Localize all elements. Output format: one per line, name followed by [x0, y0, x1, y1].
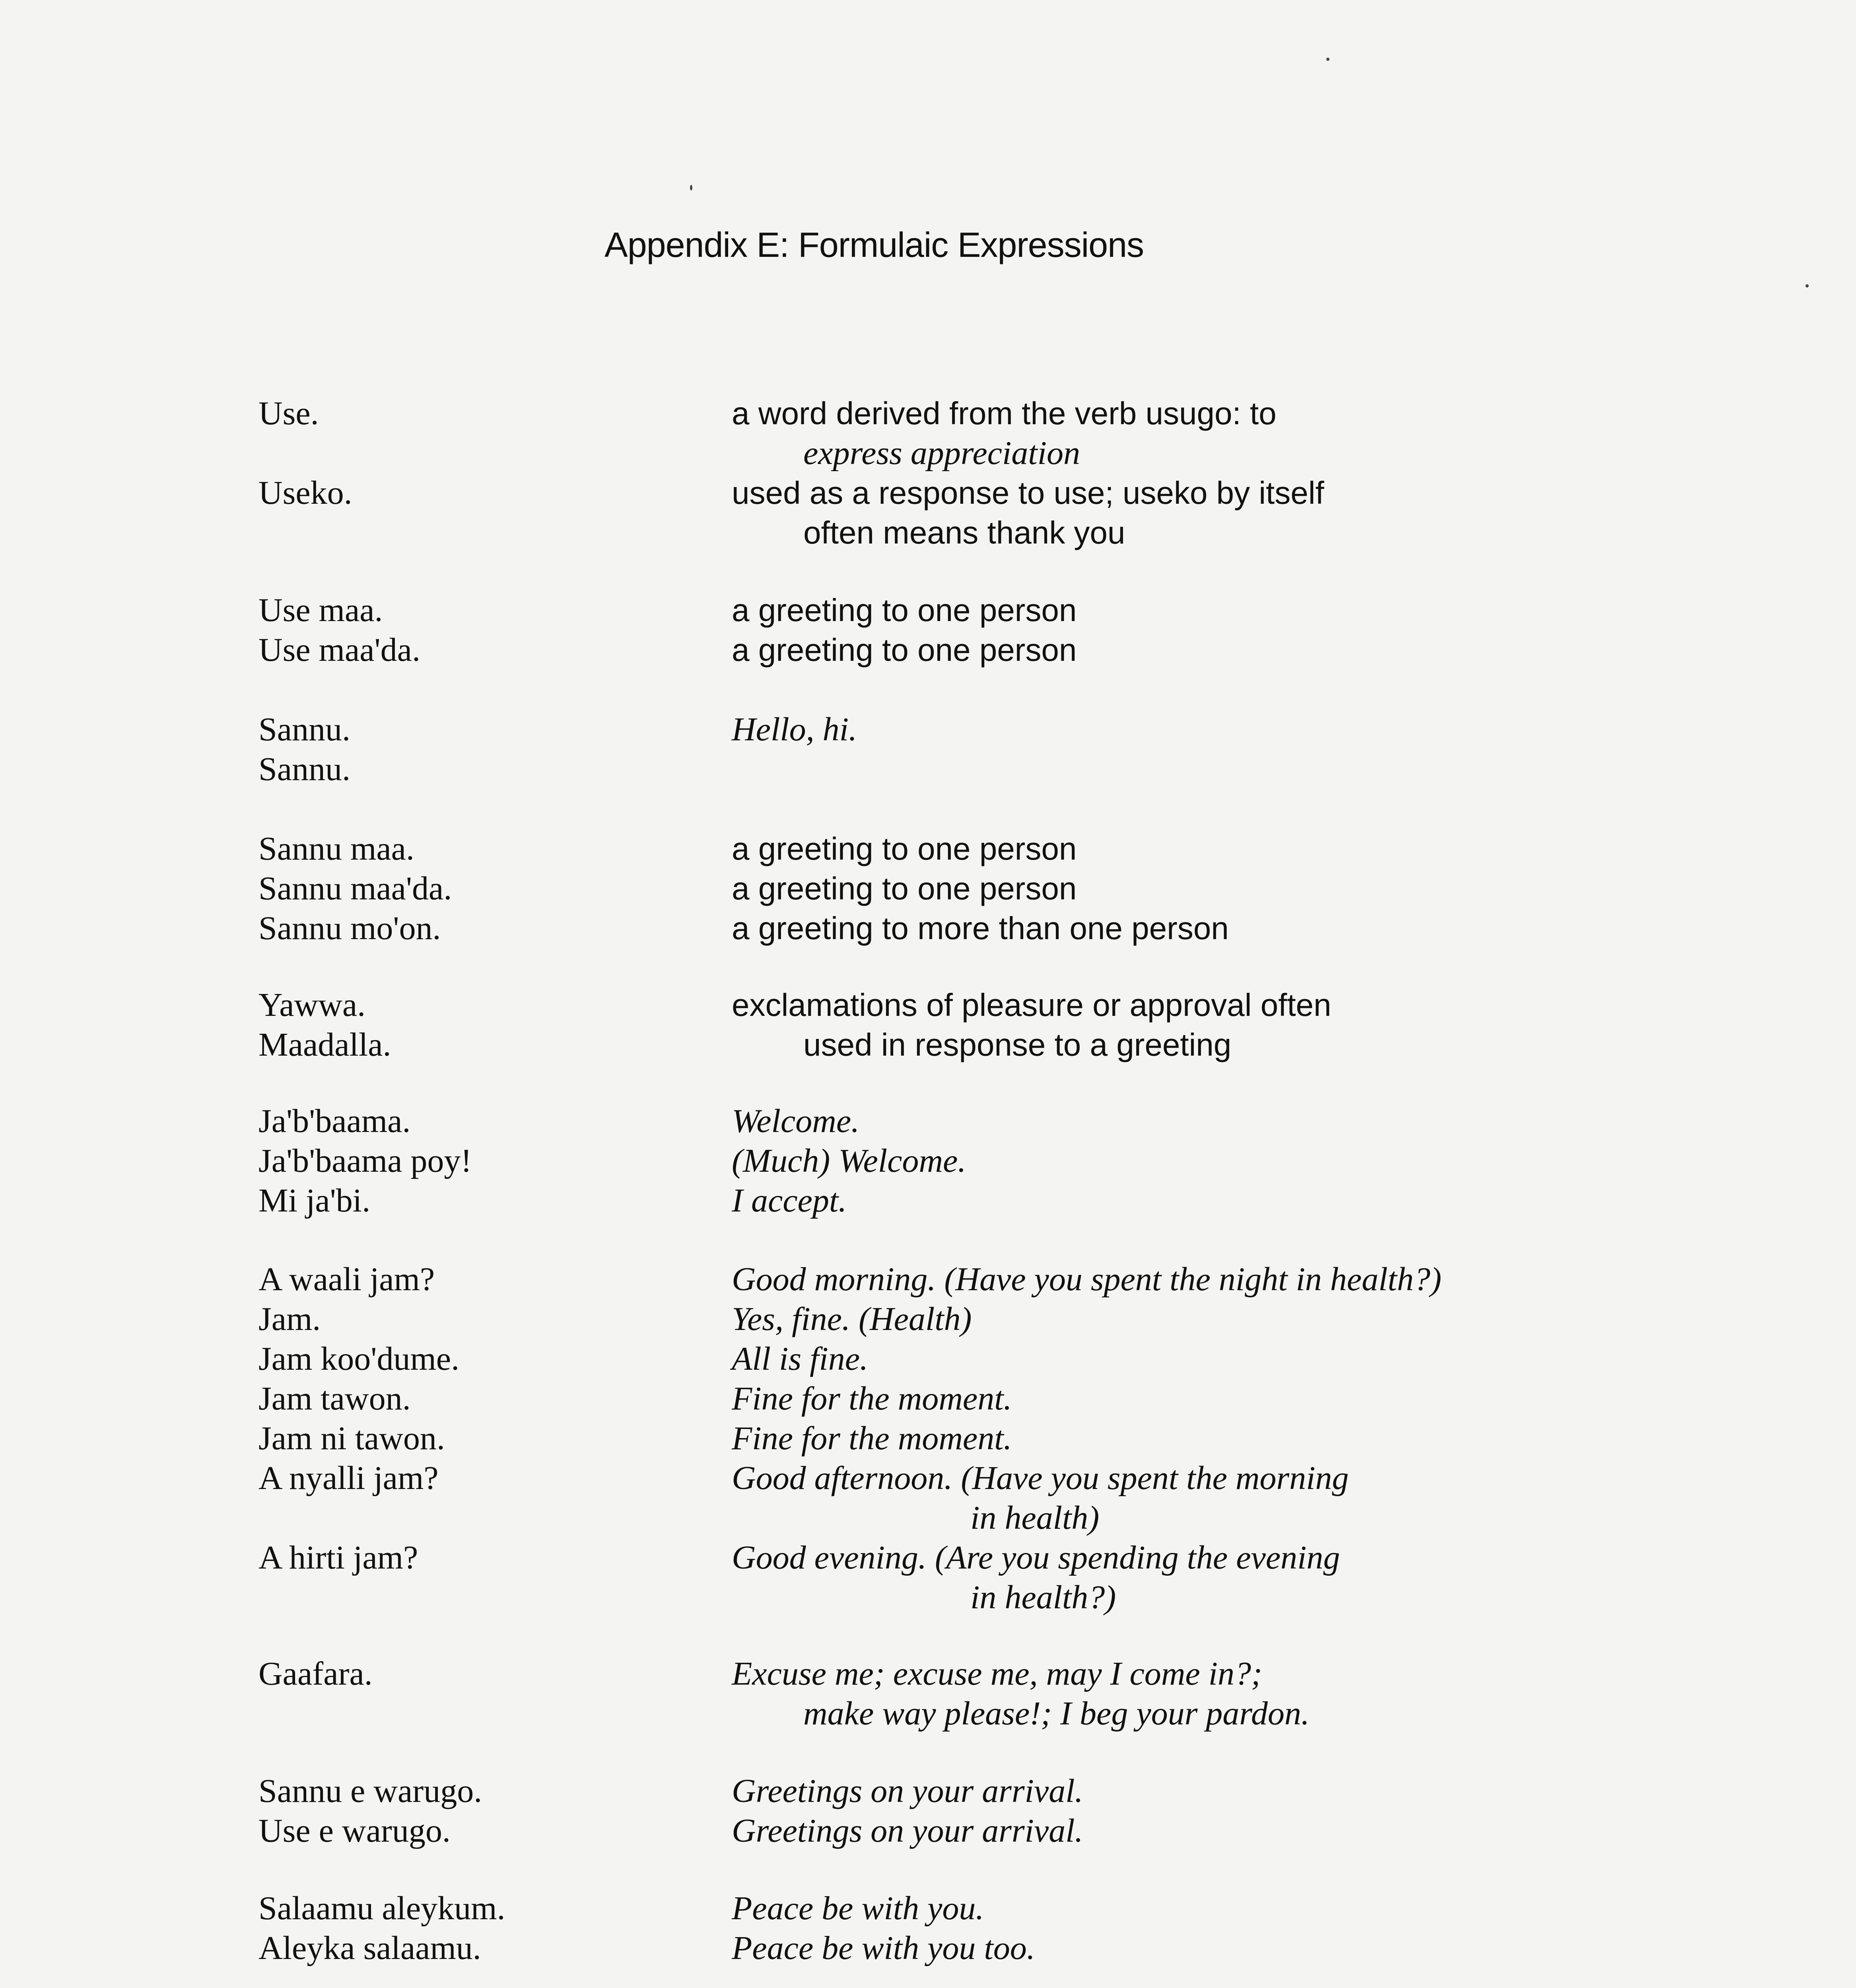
- gloss-a-nyalli-jam-line2: in health): [970, 1499, 1100, 1536]
- term-use-maada: Use maa'da.: [258, 631, 420, 668]
- gloss-salaamu-aleykum: Peace be with you.: [732, 1890, 984, 1927]
- gloss-yawwa: exclamations of pleasure or approval often: [732, 987, 1331, 1023]
- gloss-jam-tawon: Fine for the moment.: [732, 1380, 1012, 1417]
- gloss-a-nyalli-jam-line1: Good afternoon. (Have you spent the morning: [732, 1460, 1349, 1497]
- gloss-mi-jabi: I accept.: [732, 1182, 847, 1219]
- term-jam-koodume: Jam koo'dume.: [258, 1340, 460, 1377]
- gloss-use-maa: a greeting to one person: [732, 592, 1077, 628]
- gloss-use-line1: a word derived from the verb usugo: to: [732, 396, 1277, 431]
- gloss-sannu-moon: a greeting to more than one person: [732, 911, 1229, 946]
- term-mi-jabi: Mi ja'bi.: [258, 1182, 371, 1219]
- gloss-use-line2: express appreciation: [803, 435, 1080, 472]
- page-title: Appendix E: Formulaic Expressions: [604, 225, 1144, 264]
- gloss-use-e-warugo: Greetings on your arrival.: [732, 1812, 1083, 1849]
- term-use: Use.: [258, 395, 319, 432]
- term-gaafara: Gaafara.: [258, 1655, 373, 1692]
- term-a-waali-jam: A waali jam?: [258, 1261, 435, 1298]
- gloss-jabbaama: Welcome.: [732, 1103, 860, 1140]
- gloss-a-hirti-jam-line1: Good evening. (Are you spending the evening: [732, 1539, 1340, 1576]
- scan-speck: [1326, 58, 1329, 61]
- term-sannu: Sannu.: [258, 711, 350, 748]
- term-a-nyalli-jam: A nyalli jam?: [258, 1460, 439, 1497]
- term-maadalla: Maadalla.: [258, 1026, 391, 1063]
- gloss-jabbaama-poy: (Much) Welcome.: [732, 1142, 966, 1179]
- gloss-useko-line2: often means thank you: [803, 515, 1125, 550]
- gloss-sannu-e-warugo: Greetings on your arrival.: [732, 1773, 1083, 1809]
- gloss-sannu: Hello, hi.: [732, 711, 857, 748]
- term-salaamu-aleykum: Salaamu aleykum.: [258, 1890, 505, 1927]
- term-jabbaama: Ja'b'baama.: [258, 1103, 411, 1140]
- gloss-maadalla: used in response to a greeting: [803, 1027, 1232, 1062]
- gloss-aleyka-salaamu: Peace be with you too.: [732, 1930, 1035, 1967]
- gloss-use-maada: a greeting to one person: [732, 632, 1077, 668]
- gloss-useko-line1: used as a response to use; useko by itself: [732, 475, 1324, 511]
- gloss-gaafara-line1: Excuse me; excuse me, may I come in?;: [732, 1655, 1262, 1692]
- gloss-jam-koodume: All is fine.: [732, 1340, 868, 1377]
- term-sannu-reply: Sannu.: [258, 751, 350, 788]
- term-jabbaama-poy: Ja'b'baama poy!: [258, 1142, 472, 1179]
- term-sannu-maa: Sannu maa.: [258, 830, 414, 867]
- gloss-gaafara-line2: make way please!; I beg your pardon.: [803, 1695, 1310, 1732]
- gloss-jam-ni-tawon: Fine for the moment.: [732, 1420, 1012, 1457]
- term-sannu-e-warugo: Sannu e warugo.: [258, 1773, 482, 1809]
- gloss-sannu-maa: a greeting to one person: [732, 831, 1077, 866]
- term-jam: Jam.: [258, 1301, 321, 1338]
- term-yawwa: Yawwa.: [258, 986, 366, 1023]
- term-aleyka-salaamu: Aleyka salaamu.: [258, 1930, 481, 1967]
- term-jam-tawon: Jam tawon.: [258, 1380, 411, 1417]
- term-a-hirti-jam: A hirti jam?: [258, 1539, 418, 1576]
- gloss-a-hirti-jam-line2: in health?): [970, 1579, 1116, 1616]
- term-useko: Useko.: [258, 474, 352, 511]
- term-use-e-warugo: Use e warugo.: [258, 1812, 451, 1849]
- scan-speck: [690, 185, 692, 190]
- gloss-a-waali-jam: Good morning. (Have you spent the night in health?): [732, 1261, 1442, 1298]
- scan-speck: [1805, 284, 1809, 287]
- term-use-maa: Use maa.: [258, 592, 383, 629]
- gloss-sannu-maada: a greeting to one person: [732, 871, 1077, 906]
- term-jam-ni-tawon: Jam ni tawon.: [258, 1420, 445, 1457]
- gloss-jam: Yes, fine. (Health): [732, 1301, 972, 1338]
- term-sannu-moon: Sannu mo'on.: [258, 910, 441, 947]
- term-sannu-maada: Sannu maa'da.: [258, 870, 452, 907]
